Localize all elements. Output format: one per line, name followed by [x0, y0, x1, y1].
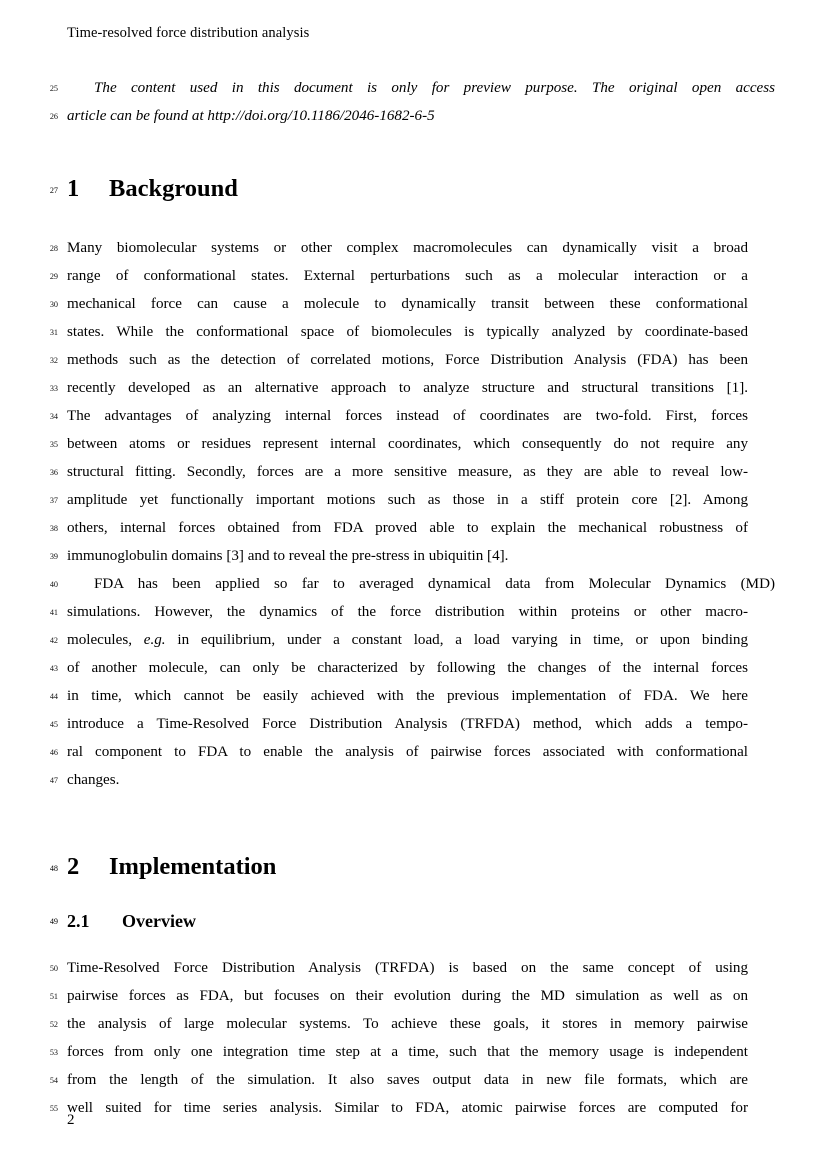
body-text: Time-Resolved Force Distribution Analysis (TRFDA) is based on the same concept of using	[67, 960, 748, 976]
preview-notice-text: article can be found at http://doi.org/10.1186/2046-1682-6-5	[67, 108, 435, 124]
body-line	[49, 486, 748, 514]
line-number: 25	[49, 84, 58, 93]
body-text: Many biomolecular systems or other complex macromolecules can dynamically visit a broad	[67, 240, 748, 256]
body-text: methods such as the detection of correlated motions, Force Distribution Analysis (FDA) has been	[67, 352, 748, 368]
body-text: others, internal forces obtained from FDA proved able to explain the mechanical robustness of	[67, 520, 748, 536]
body-text-segment: in equilibrium, under a constant load, a load varying in time, or upon binding	[165, 632, 748, 648]
body-line	[49, 1038, 748, 1066]
line-number: 44	[49, 692, 58, 701]
body-line	[49, 570, 775, 598]
body-line	[49, 626, 748, 654]
line-number: 36	[49, 468, 58, 477]
body-text: from the length of the simulation. It also saves output data in new file formats, which are	[67, 1072, 748, 1088]
line-number: 37	[49, 496, 58, 505]
body-text: changes.	[67, 772, 120, 788]
body-text: introduce a Time-Resolved Force Distribution Analysis (TRFDA) method, which adds a tempo-	[67, 716, 748, 732]
line-number: 46	[49, 748, 58, 757]
section-heading-background	[49, 174, 748, 204]
line-number: 31	[49, 328, 58, 337]
body-line	[49, 982, 748, 1010]
line-number: 33	[49, 384, 58, 393]
body-text-emphasis: e.g.	[143, 632, 166, 648]
line-number: 47	[49, 776, 58, 785]
line-number: 48	[49, 864, 58, 873]
line-number: 35	[49, 440, 58, 449]
body-line	[49, 374, 748, 402]
section-heading-implementation	[49, 852, 748, 882]
line-number: 43	[49, 664, 58, 673]
body-text: immunoglobulin domains [3] and to reveal the pre-stress in ubiquitin [4].	[67, 548, 509, 564]
preview-notice-text: The content used in this document is only for preview purpose. The original open access	[94, 80, 775, 96]
body-text: ral component to FDA to enable the analysis of pairwise forces associated with conformational	[67, 744, 748, 760]
running-header: Time-resolved force distribution analysis	[67, 25, 310, 41]
line-number: 38	[49, 524, 58, 533]
preview-notice-line	[49, 102, 748, 130]
body-text: the analysis of large molecular systems. To achieve these goals, it stores in memory pairwise	[67, 1016, 748, 1032]
body-line	[49, 514, 748, 542]
page-number: 2	[67, 1112, 75, 1128]
body-line	[49, 290, 748, 318]
body-text-mixed	[67, 626, 748, 654]
subsection-number: 2.1	[67, 911, 90, 931]
body-text: mechanical force can cause a molecule to dynamically transit between these conformational	[67, 296, 748, 312]
subsection-title: Overview	[122, 911, 196, 931]
body-text: FDA has been applied so far to averaged dynamical data from Molecular Dynamics (MD)	[94, 576, 775, 592]
body-text: in time, which cannot be easily achieved with the previous implementation of FDA. We here	[67, 688, 748, 704]
line-number: 45	[49, 720, 58, 729]
body-text: states. While the conformational space of biomolecules is typically analyzed by coordinate-based	[67, 324, 748, 340]
subsection-heading-overview	[49, 908, 748, 934]
preview-notice-line	[49, 74, 775, 102]
body-line	[49, 430, 748, 458]
line-number: 39	[49, 552, 58, 561]
body-line	[49, 458, 748, 486]
body-line	[49, 234, 748, 262]
body-line	[49, 710, 748, 738]
body-line	[49, 346, 748, 374]
body-line	[49, 542, 748, 570]
body-line	[49, 402, 748, 430]
body-text: pairwise forces as FDA, but focuses on their evolution during the MD simulation as well as on	[67, 988, 748, 1004]
body-text: between atoms or residues represent internal coordinates, which consequently do not require any	[67, 436, 748, 452]
body-line	[49, 1010, 748, 1038]
section-number: 1	[67, 175, 80, 202]
line-number: 49	[49, 917, 58, 926]
body-line	[49, 318, 748, 346]
line-number: 52	[49, 1020, 58, 1029]
page-content	[49, 74, 775, 1122]
body-text: well suited for time series analysis. Similar to FDA, atomic pairwise forces are computed for	[67, 1100, 748, 1116]
body-line	[49, 766, 748, 794]
line-number: 32	[49, 356, 58, 365]
body-line	[49, 1094, 748, 1122]
line-number: 42	[49, 636, 58, 645]
body-line	[49, 738, 748, 766]
section-title: Implementation	[109, 853, 277, 880]
body-text: recently developed as an alternative approach to analyze structure and structural transitions [1].	[67, 380, 748, 396]
line-number: 30	[49, 300, 58, 309]
line-number: 50	[49, 964, 58, 973]
body-text: of another molecule, can only be characterized by following the changes of the internal forces	[67, 660, 748, 676]
body-line	[49, 1066, 748, 1094]
body-text: amplitude yet functionally important motions such as those in a stiff protein core [2]. Among	[67, 492, 748, 508]
body-text: structural fitting. Secondly, forces are a more sensitive measure, as they are able to reveal low-	[67, 464, 748, 480]
body-line	[49, 262, 748, 290]
line-number: 51	[49, 992, 58, 1001]
body-line	[49, 954, 748, 982]
body-line	[49, 598, 748, 626]
body-line	[49, 682, 748, 710]
body-text: forces from only one integration time step at a time, such that the memory usage is independent	[67, 1044, 748, 1060]
body-line	[49, 654, 748, 682]
line-number: 40	[49, 580, 58, 589]
line-number: 29	[49, 272, 58, 281]
body-text: The advantages of analyzing internal forces instead of coordinates are two-fold. First, forces	[67, 408, 748, 424]
body-text: range of conformational states. External perturbations such as a molecular interaction or a	[67, 268, 748, 284]
line-number: 28	[49, 244, 58, 253]
line-number: 55	[49, 1104, 58, 1113]
line-number: 34	[49, 412, 58, 421]
line-number: 41	[49, 608, 58, 617]
section-title: Background	[109, 175, 238, 202]
line-number: 53	[49, 1048, 58, 1057]
body-text-segment: molecules,	[67, 632, 144, 648]
body-text: simulations. However, the dynamics of the force distribution within proteins or other macro-	[67, 604, 748, 620]
line-number: 27	[49, 186, 58, 195]
line-number: 54	[49, 1076, 58, 1085]
section-number: 2	[67, 853, 80, 880]
line-number: 26	[49, 112, 58, 121]
